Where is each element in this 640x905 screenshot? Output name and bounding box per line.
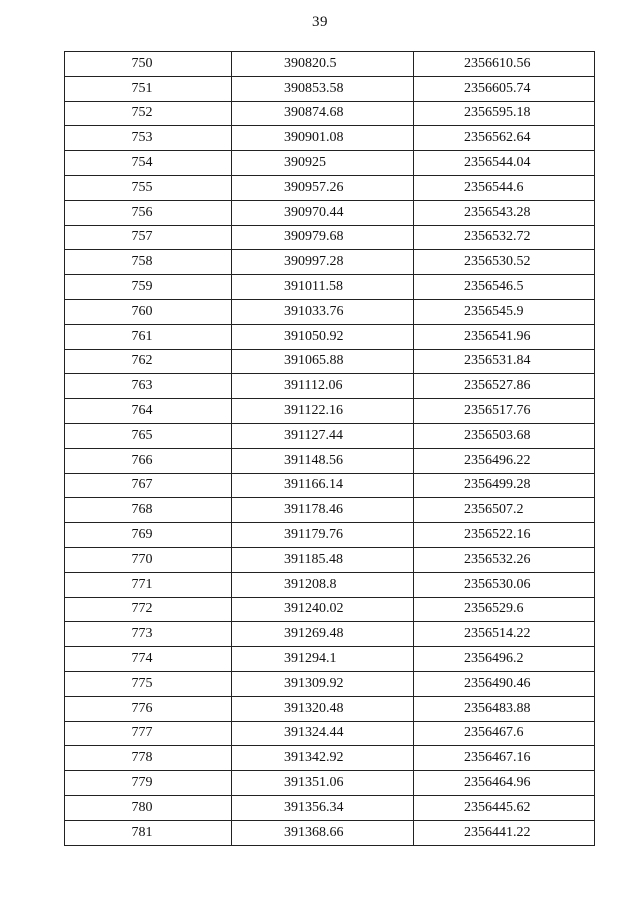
x-coordinate-cell: 390901.08 (232, 126, 414, 151)
table-row (65, 448, 595, 473)
table-row (65, 820, 595, 845)
y-coordinate-cell: 2356483.88 (414, 696, 595, 721)
y-coordinate-cell: 2356595.18 (414, 101, 595, 126)
point-number-cell: 771 (65, 572, 232, 597)
point-number-cell: 774 (65, 647, 232, 672)
x-coordinate-cell: 391240.02 (232, 597, 414, 622)
table-row (65, 473, 595, 498)
y-coordinate-cell: 2356441.22 (414, 820, 595, 845)
point-number-cell: 775 (65, 671, 232, 696)
x-coordinate-cell: 391294.1 (232, 647, 414, 672)
table-row (65, 671, 595, 696)
x-coordinate-cell: 391351.06 (232, 771, 414, 796)
x-coordinate-cell: 391208.8 (232, 572, 414, 597)
point-number-cell: 754 (65, 151, 232, 176)
x-coordinate-cell: 391166.14 (232, 473, 414, 498)
point-number-cell: 762 (65, 349, 232, 374)
y-coordinate-cell: 2356514.22 (414, 622, 595, 647)
table-row (65, 275, 595, 300)
y-coordinate-cell: 2356522.16 (414, 523, 595, 548)
point-number-cell: 765 (65, 423, 232, 448)
y-coordinate-cell: 2356527.86 (414, 374, 595, 399)
point-number-cell: 763 (65, 374, 232, 399)
x-coordinate-cell: 391178.46 (232, 498, 414, 523)
x-coordinate-cell: 391065.88 (232, 349, 414, 374)
table-row (65, 622, 595, 647)
y-coordinate-cell: 2356530.52 (414, 250, 595, 275)
point-number-cell: 769 (65, 523, 232, 548)
point-number-cell: 773 (65, 622, 232, 647)
table-row (65, 771, 595, 796)
table-row (65, 101, 595, 126)
x-coordinate-cell: 391122.16 (232, 399, 414, 424)
point-number-cell: 756 (65, 200, 232, 225)
point-number-cell: 764 (65, 399, 232, 424)
point-number-cell: 779 (65, 771, 232, 796)
point-number-cell: 752 (65, 101, 232, 126)
y-coordinate-cell: 2356610.56 (414, 52, 595, 77)
page-number: 39 (312, 14, 328, 30)
coordinates-table (64, 51, 595, 846)
y-coordinate-cell: 2356464.96 (414, 771, 595, 796)
table-row (65, 572, 595, 597)
point-number-cell: 766 (65, 448, 232, 473)
x-coordinate-cell: 391033.76 (232, 299, 414, 324)
x-coordinate-cell: 391368.66 (232, 820, 414, 845)
table-row (65, 647, 595, 672)
y-coordinate-cell: 2356517.76 (414, 399, 595, 424)
y-coordinate-cell: 2356467.16 (414, 746, 595, 771)
point-number-cell: 760 (65, 299, 232, 324)
point-number-cell: 750 (65, 52, 232, 77)
y-coordinate-cell: 2356490.46 (414, 671, 595, 696)
x-coordinate-cell: 390874.68 (232, 101, 414, 126)
y-coordinate-cell: 2356562.64 (414, 126, 595, 151)
table-row (65, 175, 595, 200)
x-coordinate-cell: 391356.34 (232, 795, 414, 820)
y-coordinate-cell: 2356546.5 (414, 275, 595, 300)
y-coordinate-cell: 2356496.22 (414, 448, 595, 473)
table-row (65, 299, 595, 324)
x-coordinate-cell: 391127.44 (232, 423, 414, 448)
point-number-cell: 772 (65, 597, 232, 622)
point-number-cell: 780 (65, 795, 232, 820)
table-row (65, 696, 595, 721)
y-coordinate-cell: 2356529.6 (414, 597, 595, 622)
table-row (65, 498, 595, 523)
x-coordinate-cell: 391324.44 (232, 721, 414, 746)
table-row (65, 76, 595, 101)
y-coordinate-cell: 2356503.68 (414, 423, 595, 448)
point-number-cell: 770 (65, 547, 232, 572)
x-coordinate-cell: 390820.5 (232, 52, 414, 77)
x-coordinate-cell: 391112.06 (232, 374, 414, 399)
y-coordinate-cell: 2356532.72 (414, 225, 595, 250)
table-row (65, 200, 595, 225)
point-number-cell: 767 (65, 473, 232, 498)
point-number-cell: 751 (65, 76, 232, 101)
table-row (65, 225, 595, 250)
y-coordinate-cell: 2356545.9 (414, 299, 595, 324)
point-number-cell: 776 (65, 696, 232, 721)
x-coordinate-cell: 390957.26 (232, 175, 414, 200)
y-coordinate-cell: 2356544.04 (414, 151, 595, 176)
table-row (65, 795, 595, 820)
table-row (65, 721, 595, 746)
x-coordinate-cell: 391148.56 (232, 448, 414, 473)
x-coordinate-cell: 391050.92 (232, 324, 414, 349)
table-row (65, 746, 595, 771)
x-coordinate-cell: 391342.92 (232, 746, 414, 771)
x-coordinate-cell: 390997.28 (232, 250, 414, 275)
table-row (65, 374, 595, 399)
point-number-cell: 777 (65, 721, 232, 746)
x-coordinate-cell: 390970.44 (232, 200, 414, 225)
y-coordinate-cell: 2356496.2 (414, 647, 595, 672)
y-coordinate-cell: 2356531.84 (414, 349, 595, 374)
point-number-cell: 761 (65, 324, 232, 349)
coordinates-table-body (65, 52, 595, 846)
x-coordinate-cell: 390979.68 (232, 225, 414, 250)
y-coordinate-cell: 2356543.28 (414, 200, 595, 225)
y-coordinate-cell: 2356532.26 (414, 547, 595, 572)
table-row (65, 423, 595, 448)
x-coordinate-cell: 391320.48 (232, 696, 414, 721)
point-number-cell: 778 (65, 746, 232, 771)
x-coordinate-cell: 391011.58 (232, 275, 414, 300)
table-row (65, 597, 595, 622)
y-coordinate-cell: 2356499.28 (414, 473, 595, 498)
x-coordinate-cell: 391269.48 (232, 622, 414, 647)
y-coordinate-cell: 2356467.6 (414, 721, 595, 746)
point-number-cell: 759 (65, 275, 232, 300)
y-coordinate-cell: 2356530.06 (414, 572, 595, 597)
y-coordinate-cell: 2356507.2 (414, 498, 595, 523)
table-row (65, 52, 595, 77)
x-coordinate-cell: 391309.92 (232, 671, 414, 696)
point-number-cell: 768 (65, 498, 232, 523)
x-coordinate-cell: 390853.58 (232, 76, 414, 101)
point-number-cell: 755 (65, 175, 232, 200)
table-row (65, 399, 595, 424)
x-coordinate-cell: 391185.48 (232, 547, 414, 572)
y-coordinate-cell: 2356445.62 (414, 795, 595, 820)
point-number-cell: 781 (65, 820, 232, 845)
table-row (65, 523, 595, 548)
table-row (65, 126, 595, 151)
y-coordinate-cell: 2356541.96 (414, 324, 595, 349)
table-row (65, 349, 595, 374)
table-row (65, 151, 595, 176)
x-coordinate-cell: 391179.76 (232, 523, 414, 548)
point-number-cell: 753 (65, 126, 232, 151)
table-row (65, 324, 595, 349)
y-coordinate-cell: 2356605.74 (414, 76, 595, 101)
point-number-cell: 757 (65, 225, 232, 250)
point-number-cell: 758 (65, 250, 232, 275)
y-coordinate-cell: 2356544.6 (414, 175, 595, 200)
x-coordinate-cell: 390925 (232, 151, 414, 176)
table-row (65, 547, 595, 572)
table-row (65, 250, 595, 275)
